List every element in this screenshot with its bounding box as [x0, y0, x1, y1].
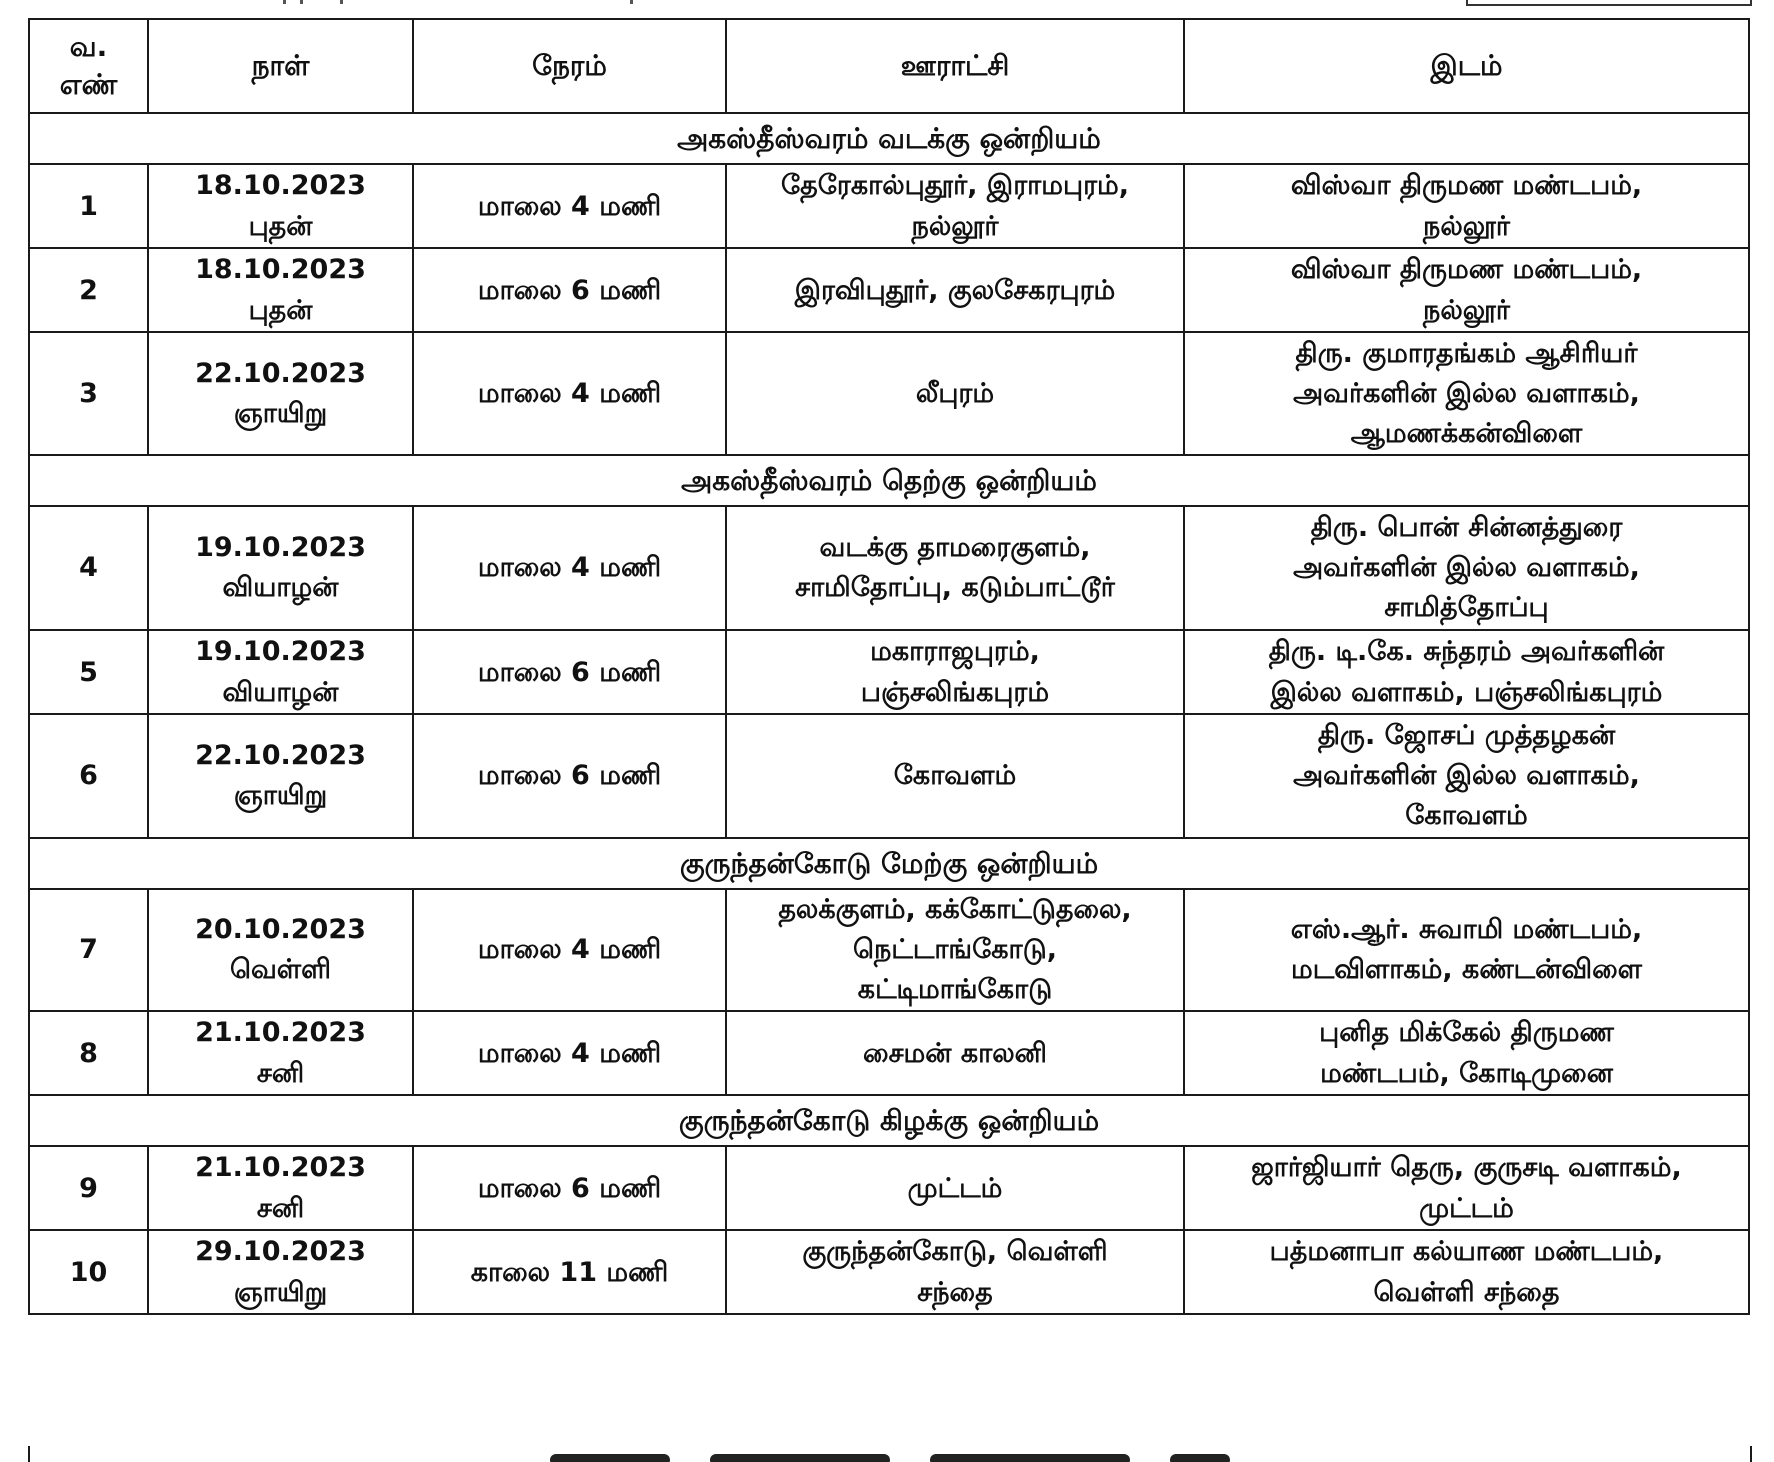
header-row [29, 19, 1749, 113]
panchayat-cell [726, 1146, 1184, 1230]
venue-cell-line: திரு. ஜோசப் முத்தழகன் [1317, 720, 1616, 751]
venue-cell [1184, 332, 1749, 455]
table-row [29, 332, 1749, 455]
date-cell-line: 29.10.2023 [195, 1236, 366, 1267]
serial-number-cell: 4 [29, 506, 148, 630]
venue-cell-line: எஸ்.ஆர். சுவாமி மண்டபம், [1290, 914, 1643, 945]
time-cell: மாலை 6 மணி [413, 714, 726, 838]
serial-number-cell: 8 [29, 1011, 148, 1095]
section-title: அகஸ்தீஸ்வரம் தெற்கு ஒன்றியம் [29, 455, 1749, 506]
panchayat-cell [726, 1230, 1184, 1314]
panchayat-cell-line: கட்டிமாங்கோடு [857, 974, 1053, 1005]
time-cell: மாலை 4 மணி [413, 889, 726, 1011]
table-row [29, 889, 1749, 1011]
time-cell: மாலை 6 மணி [413, 630, 726, 714]
cropped-text-fragment [283, 0, 286, 4]
venue-cell-line: அவர்களின் இல்ல வளாகம், [1293, 377, 1640, 409]
table-row [29, 630, 1749, 714]
header-serial-line: வ. [69, 30, 108, 63]
table-row [29, 1011, 1749, 1095]
table-row [29, 248, 1749, 332]
header-venue: இடம் [1184, 19, 1749, 113]
venue-cell-line: திரு. குமாரதங்கம் ஆசிரியர் [1295, 337, 1638, 369]
panchayat-cell-line: மகாராஜபுரம், [870, 636, 1040, 667]
panchayat-cell [726, 889, 1184, 1011]
panchayat-cell-line: வடக்கு தாமரைகுளம், [819, 532, 1091, 563]
date-cell [148, 248, 413, 332]
section-row [29, 1095, 1749, 1146]
panchayat-cell-line: தேரேகால்புதூர், இராமபுரம், [780, 170, 1130, 201]
panchayat-cell-line: பஞ்சலிங்கபுரம் [860, 677, 1050, 708]
cropped-text-fragment [630, 0, 633, 4]
section-title: குருந்தன்கோடு கிழக்கு ஒன்றியம் [29, 1095, 1749, 1146]
venue-cell [1184, 889, 1749, 1011]
panchayat-cell-line: சந்தை [917, 1277, 993, 1308]
date-cell [148, 1230, 413, 1314]
venue-cell-line: அவர்களின் இல்ல வளாகம், [1293, 760, 1640, 791]
panchayat-cell-line: குருந்தன்கோடு, வெள்ளி [802, 1236, 1108, 1267]
header-panchayat: ஊராட்சி [726, 19, 1184, 113]
table-row [29, 506, 1749, 630]
date-cell-line: வியாழன் [222, 572, 339, 603]
date-cell-line: வெள்ளி [229, 954, 332, 985]
serial-number-cell: 5 [29, 630, 148, 714]
time-cell: மாலை 6 மணி [413, 248, 726, 332]
date-cell-line: 18.10.2023 [195, 170, 366, 201]
table-row [29, 714, 1749, 838]
table-row [29, 1146, 1749, 1230]
venue-cell-line: விஸ்வா திருமண மண்டபம், [1290, 170, 1643, 201]
serial-number-cell: 6 [29, 714, 148, 838]
header-date: நாள் [148, 19, 413, 113]
date-cell-line: 22.10.2023 [195, 740, 366, 771]
venue-cell [1184, 714, 1749, 838]
date-cell-line: 21.10.2023 [195, 1017, 366, 1048]
time-cell: மாலை 4 மணி [413, 332, 726, 455]
date-cell [148, 164, 413, 248]
venue-cell [1184, 248, 1749, 332]
date-cell [148, 630, 413, 714]
cropped-box-outline [1466, 0, 1752, 6]
venue-cell-line: மண்டபம், கோடிமுனை [1320, 1058, 1613, 1089]
venue-cell-line: வெள்ளி சந்தை [1373, 1277, 1560, 1308]
venue-cell [1184, 506, 1749, 630]
cropped-bottom-edge [28, 1446, 1752, 1462]
venue-cell-line: சாமித்தோப்பு [1384, 592, 1549, 623]
venue-cell-line: மடவிளாகம், கண்டன்விளை [1291, 954, 1642, 985]
date-cell-line: 22.10.2023 [195, 357, 366, 389]
panchayat-cell-line: இரவிபுதூர், குலசேகரபுரம் [794, 274, 1116, 306]
header-time: நேரம் [413, 19, 726, 113]
cropped-text-fragment [340, 0, 343, 4]
serial-number-cell: 1 [29, 164, 148, 248]
section-title: குருந்தன்கோடு மேற்கு ஒன்றியம் [29, 838, 1749, 889]
panchayat-cell [726, 1011, 1184, 1095]
venue-cell-line: ஜார்ஜியார் தெரு, குருசடி வளாகம், [1251, 1152, 1682, 1183]
date-cell-line: ஞாயிறு [233, 1277, 328, 1308]
section-row [29, 455, 1749, 506]
date-cell-line: ஞாயிறு [233, 397, 328, 429]
date-cell [148, 332, 413, 455]
panchayat-cell-line: சாமிதோப்பு, கடும்பாட்டூர் [795, 572, 1115, 603]
header-serial-number [29, 19, 148, 113]
panchayat-cell [726, 714, 1184, 838]
date-cell [148, 506, 413, 630]
venue-cell [1184, 630, 1749, 714]
venue-cell-line: அவர்களின் இல்ல வளாகம், [1293, 552, 1640, 583]
cropped-text-fragment [930, 1454, 1130, 1462]
section-row [29, 838, 1749, 889]
panchayat-cell [726, 248, 1184, 332]
venue-cell-line: நல்லூர் [1423, 211, 1510, 242]
venue-cell-line: திரு. டி.கே. சுந்தரம் அவர்களின் [1268, 636, 1665, 667]
venue-cell-line: ஆமணக்கன்விளை [1350, 417, 1583, 449]
venue-cell [1184, 1146, 1749, 1230]
panchayat-cell-line: முட்டம் [907, 1172, 1003, 1204]
date-cell-line: 18.10.2023 [195, 254, 366, 285]
serial-number-cell: 3 [29, 332, 148, 455]
venue-cell-line: கோவளம் [1405, 800, 1528, 831]
panchayat-cell-line: சைமன் காலனி [863, 1037, 1047, 1069]
cropped-top-edge [0, 0, 1774, 18]
cropped-text-fragment [710, 1454, 890, 1462]
time-cell: மாலை 4 மணி [413, 164, 726, 248]
venue-cell [1184, 164, 1749, 248]
venue-cell-line: விஸ்வா திருமண மண்டபம், [1290, 254, 1643, 285]
date-cell-line: 19.10.2023 [195, 532, 366, 563]
venue-cell [1184, 1230, 1749, 1314]
date-cell-line: புதன் [248, 211, 313, 242]
date-cell-line: 21.10.2023 [195, 1152, 366, 1183]
cropped-text-fragment [550, 1454, 670, 1462]
panchayat-cell-line: தலக்குளம், கக்கோட்டுதலை, [778, 894, 1132, 925]
table-row [29, 164, 1749, 248]
venue-cell-line: திரு. பொன் சின்னத்துரை [1310, 512, 1623, 543]
date-cell [148, 1011, 413, 1095]
serial-number-cell: 2 [29, 248, 148, 332]
venue-cell [1184, 1011, 1749, 1095]
panchayat-cell [726, 332, 1184, 455]
venue-cell-line: புனித மிக்கேல் திருமண [1319, 1017, 1614, 1048]
date-cell [148, 1146, 413, 1230]
time-cell: காலை 11 மணி [413, 1230, 726, 1314]
serial-number-cell: 10 [29, 1230, 148, 1314]
date-cell-line: வியாழன் [222, 677, 339, 708]
time-cell: மாலை 4 மணி [413, 1011, 726, 1095]
date-cell-line: 20.10.2023 [195, 914, 366, 945]
section-row [29, 113, 1749, 164]
header-serial-line: எண் [59, 68, 118, 101]
panchayat-cell [726, 506, 1184, 630]
date-cell-line: புதன் [248, 295, 313, 326]
serial-number-cell: 7 [29, 889, 148, 1011]
schedule-table-body [29, 113, 1749, 1314]
venue-cell-line: பத்மனாபா கல்யாண மண்டபம், [1269, 1236, 1664, 1267]
table-row [29, 1230, 1749, 1314]
cropped-text-fragment [1170, 1454, 1230, 1462]
venue-cell-line: இல்ல வளாகம், பஞ்சலிங்கபுரம் [1270, 677, 1663, 708]
date-cell-line: சனி [256, 1058, 305, 1089]
time-cell: மாலை 6 மணி [413, 1146, 726, 1230]
venue-cell-line: நல்லூர் [1423, 295, 1510, 326]
panchayat-cell [726, 630, 1184, 714]
cropped-text-fragment [300, 0, 303, 4]
date-cell-line: 19.10.2023 [195, 636, 366, 667]
venue-cell-line: முட்டம் [1419, 1193, 1514, 1224]
panchayat-cell-line: கோவளம் [893, 760, 1017, 791]
date-cell-line: சனி [256, 1193, 305, 1224]
date-cell [148, 714, 413, 838]
panchayat-cell [726, 164, 1184, 248]
date-cell [148, 889, 413, 1011]
panchayat-cell-line: நெட்டாங்கோடு, [853, 934, 1057, 965]
section-title: அகஸ்தீஸ்வரம் வடக்கு ஒன்றியம் [29, 113, 1749, 164]
schedule-table-header [29, 19, 1749, 113]
panchayat-cell-line: லீபுரம் [915, 377, 995, 409]
panchayat-cell-line: நல்லூர் [911, 211, 999, 242]
time-cell: மாலை 4 மணி [413, 506, 726, 630]
schedule-table [28, 18, 1750, 1315]
serial-number-cell: 9 [29, 1146, 148, 1230]
date-cell-line: ஞாயிறு [233, 780, 328, 811]
